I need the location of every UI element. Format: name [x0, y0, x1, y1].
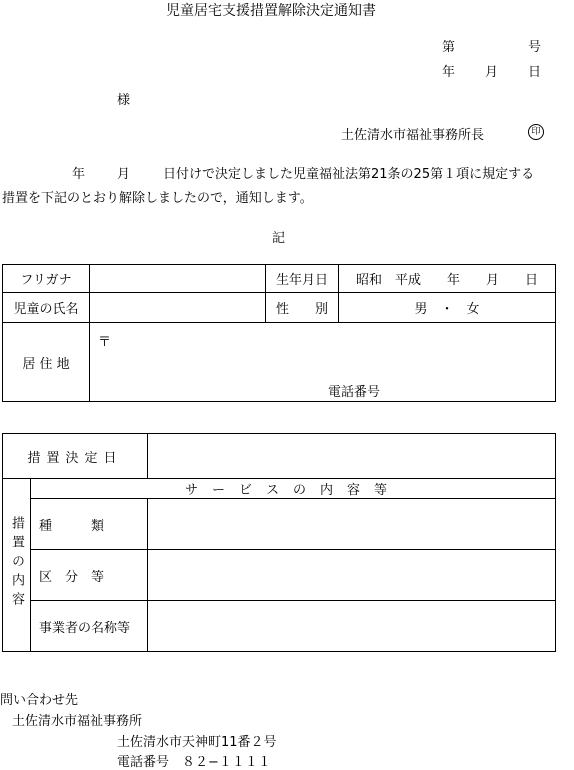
decision-date-label-cell: [3, 434, 148, 479]
birthdate-label-cell: [266, 265, 339, 293]
residence-label-cell: [3, 323, 90, 402]
measure-content-label-cell: [3, 479, 31, 652]
contact-heading: 問い合わせ先: [0, 693, 79, 708]
number-suffix: 号: [528, 40, 542, 55]
contact-phone: 電話番号 ８２−１１１１: [117, 755, 271, 770]
child-name-value-cell[interactable]: [90, 293, 266, 323]
service-header: サービスの内容等: [185, 483, 402, 498]
date-year-label: 年: [442, 65, 456, 80]
provider-label-cell: [31, 601, 148, 652]
residence-label: 居 住 地: [22, 356, 70, 372]
date-day-label: 日: [528, 65, 542, 80]
sex-value: 男 ・ 女: [414, 302, 480, 317]
birthdate-value: 昭和 平成 年 月 日: [355, 273, 538, 288]
child-info-table: [2, 264, 556, 402]
child-name-label-cell: [3, 293, 90, 323]
type-value-cell[interactable]: [148, 499, 556, 550]
furigana-label: フリガナ: [20, 273, 72, 288]
postal-mark: 〒: [98, 335, 112, 350]
residence-value-cell[interactable]: [90, 323, 556, 402]
service-header-cell: [31, 479, 556, 499]
body-year-label: 年: [72, 167, 86, 182]
category-label: 区 分 等: [39, 569, 105, 585]
seal-mark: [528, 124, 544, 140]
sex-value-cell[interactable]: [339, 293, 556, 323]
furigana-label-cell: [3, 265, 90, 293]
decision-date-label: 措置決定日: [27, 450, 123, 466]
sender-name: 土佐清水市福祉事務所長: [341, 128, 485, 143]
measure-table: [2, 433, 556, 652]
document-title: 児童居宅支援措置解除決定通知書: [166, 3, 376, 19]
sex-label-cell: [266, 293, 339, 323]
child-name-label: 児童の氏名: [13, 302, 79, 317]
sex-label: 性 別: [275, 302, 328, 317]
decision-date-value-cell[interactable]: [148, 434, 556, 479]
measure-content-label: 措置の内容: [9, 515, 24, 611]
ki-heading: 記: [272, 231, 286, 246]
body-month-label: 月: [117, 167, 131, 182]
type-label: 種 類: [39, 518, 105, 534]
category-label-cell: [31, 550, 148, 601]
category-value-cell[interactable]: [148, 550, 556, 601]
birthdate-value-cell[interactable]: [339, 265, 556, 293]
type-label-cell: [31, 499, 148, 550]
furigana-value-cell[interactable]: [90, 265, 266, 293]
date-month-label: 月: [485, 65, 499, 80]
provider-label: 事業者の名称等: [39, 620, 131, 636]
phone-label: 電話番号: [328, 385, 381, 400]
addressee-suffix: 様: [117, 93, 131, 108]
contact-office: 土佐清水市福祉事務所: [12, 714, 143, 729]
body-line-1: 日付けで決定しました児童福祉法第21条の25第１項に規定する: [163, 167, 535, 182]
provider-value-cell[interactable]: [148, 601, 556, 652]
number-prefix: 第: [442, 40, 456, 55]
seal-icon: 印: [528, 124, 544, 140]
birthdate-label: 生年月日: [275, 273, 328, 288]
contact-address: 土佐清水市天神町11番２号: [117, 735, 277, 750]
body-line-2: 措置を下記のとおり解除しましたので，通知します。: [2, 191, 313, 206]
